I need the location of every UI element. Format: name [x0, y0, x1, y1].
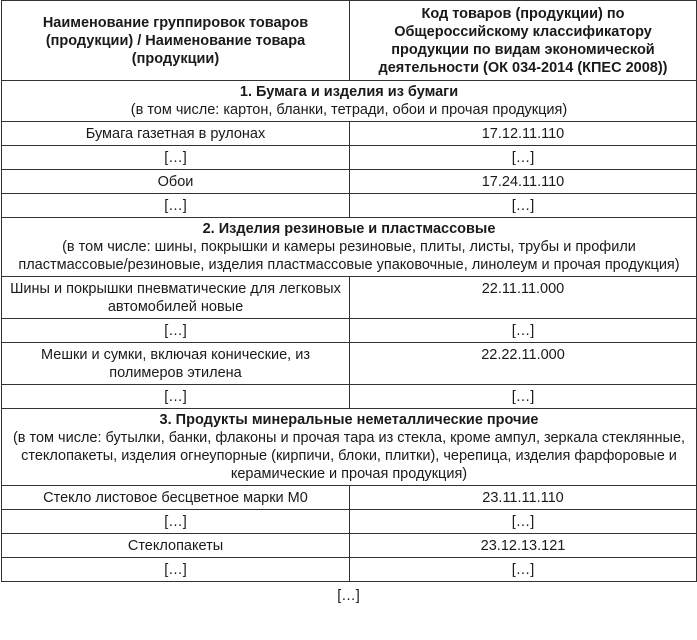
product-name: Шины и покрышки пневматические для легковых автомобилей новые	[2, 277, 350, 319]
table-row	[2, 385, 697, 409]
product-code: 23.12.13.121	[350, 534, 697, 558]
product-code: 17.24.11.110	[350, 170, 697, 194]
product-code: 23.11.11.110	[350, 486, 697, 510]
header-name-column: Наименование группировок товаров (продукции) / Наименование товара (продукции)	[2, 1, 350, 81]
product-code: […]	[350, 385, 697, 409]
table-row	[2, 122, 697, 146]
table-row	[2, 146, 697, 170]
product-name: […]	[2, 385, 350, 409]
section-description: (в том числе: шины, покрышки и камеры резиновые, плиты, листы, трубы и профили пластмассовые/резиновые, изделия пластмассовые упаковочные, линолеум и прочая продукция)	[18, 239, 680, 273]
table-row	[2, 534, 697, 558]
header-code-column: Код товаров (продукции) по Общероссийскому классификатору продукции по видам экономической деятельности (ОК 034-2014 (КПЕС 2008))	[350, 1, 697, 81]
section-header	[2, 81, 697, 122]
table-row	[2, 277, 697, 319]
product-name: Обои	[2, 170, 350, 194]
product-code: […]	[350, 510, 697, 534]
section-header	[2, 218, 697, 277]
section-title: 3. Продукты минеральные неметаллические прочие	[159, 412, 539, 428]
table-row	[2, 194, 697, 218]
product-name: […]	[2, 146, 350, 170]
product-code: […]	[350, 558, 697, 582]
section-title: 2. Изделия резиновые и пластмассовые	[202, 221, 496, 237]
table-row	[2, 486, 697, 510]
table-row	[2, 170, 697, 194]
section-header	[2, 409, 697, 486]
product-code: 17.12.11.110	[350, 122, 697, 146]
product-name: Бумага газетная в рулонах	[2, 122, 350, 146]
table-row	[2, 558, 697, 582]
product-name: […]	[2, 194, 350, 218]
section-description: (в том числе: картон, бланки, тетради, обои и прочая продукция)	[130, 102, 568, 118]
classification-table	[1, 0, 697, 582]
continuation-ellipsis: […]	[337, 588, 360, 604]
table-row	[2, 343, 697, 385]
section-description: (в том числе: бутылки, банки, флаконы и прочая тара из стекла, кроме ампул, зеркала стеклянные, стеклопакеты, изделия огнеупорные (кирпичи, блоки, плитки), черепица, изделия фарфоровые и керамические и прочая продукция)	[12, 430, 686, 482]
product-name: Мешки и сумки, включая конические, из полимеров этилена	[2, 343, 350, 385]
product-name: […]	[2, 510, 350, 534]
product-code: 22.22.11.000	[350, 343, 697, 385]
product-name: Стеклопакеты	[2, 534, 350, 558]
product-code: 22.11.11.000	[350, 277, 697, 319]
section-title: 1. Бумага и изделия из бумаги	[239, 84, 459, 100]
table-row	[2, 510, 697, 534]
product-code: […]	[350, 194, 697, 218]
product-name: Стекло листовое бесцветное марки М0	[2, 486, 350, 510]
product-code: […]	[350, 319, 697, 343]
product-name: […]	[2, 558, 350, 582]
product-name: […]	[2, 319, 350, 343]
table-row	[2, 319, 697, 343]
header-row	[2, 1, 697, 81]
product-code: […]	[350, 146, 697, 170]
